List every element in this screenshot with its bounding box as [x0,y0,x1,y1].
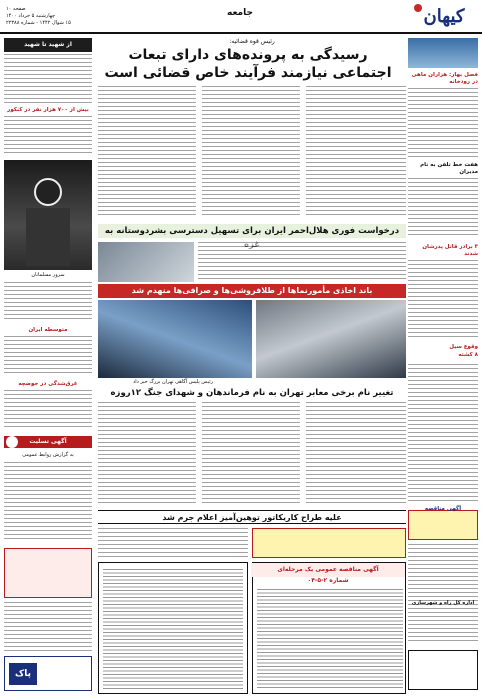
ad-text-right [257,589,403,689]
sub-text-col-2 [202,402,300,506]
page-number: صفحه ۱۰ [6,6,26,12]
left-text-block-1 [4,54,92,104]
left-ad-head: آگهی تسلیت [4,436,92,448]
date-line: چهارشنبه ۵ خرداد ۱۴۰۰ [6,13,56,19]
person-icon [34,178,62,206]
bottom-text [98,528,248,558]
seized-items-photo [256,300,406,378]
photo-caption: رئیس پلیس آگاهی تهران بزرگ خبر داد [132,379,213,385]
issue-line: ۱۵ شوال ۱۴۴۲ - شماره ۲۲۳۸۸ [6,20,71,26]
left-text-block-3 [4,282,92,322]
right-column [408,38,478,693]
person-body-icon [26,208,70,266]
left-bottom-ad[interactable] [4,656,92,691]
yellow-notice[interactable] [252,528,406,558]
right-text-block-5 [408,544,478,644]
newspaper-logo[interactable]: کیهان [423,6,465,27]
logo-dot-icon [414,4,422,12]
right-headline-3[interactable]: ۳ برادر قاتل پدرشان شدند [422,244,478,257]
right-headline-1[interactable]: فصل بهار: هزاران ماهی در رودخانه [411,72,478,85]
date-block [6,6,106,27]
left-box-head: از شهید تا شهید [4,38,92,52]
right-text-block-1 [408,88,478,158]
left-text-block-5 [4,390,92,430]
sub-text-col-3 [306,402,406,506]
main-text-col-3 [306,86,406,218]
left-text-block-7 [4,602,92,652]
red-crescent-icon [6,436,18,448]
main-text-col-1 [98,86,196,218]
ad-notice-4: اداره کل راه و شهرسازی [411,600,475,606]
ad-text-left [103,569,243,689]
right-headline-5: ۸ کشته [458,352,478,358]
left-ad-line: به گزارش روابط عمومی [22,452,74,458]
suspects-photo [98,300,252,378]
left-item-3[interactable]: غرق‌شدگی در حوضچه [18,381,78,387]
leader-photo [4,160,92,270]
left-text-block-6 [4,462,92,542]
red-headline[interactable]: باند اخاذی مأمورنماها از طلافروشی‌ها و صرافی‌ها منهدم شد [98,284,406,298]
green-headline[interactable]: درخواست فوری هلال‌احمر ایران برای تسهیل دسترسی بشردوستانه به [98,224,406,238]
leader-caption: سرور مسلمانان [31,272,65,278]
main-headline[interactable]: رسیدگی به پرونده‌های دارای تبعات اجتماعی نیازمند فرآیند خاص قضائی است [104,47,392,81]
right-headline-2[interactable]: هفت خط تلفن به نام مدیران [420,162,478,175]
ad-box-left[interactable] [98,562,248,694]
bottom-headline[interactable]: علیه طراح کاریکاتور توهین‌آمیز اعلام جرم شد [98,510,406,524]
right-text-block-3 [408,260,478,340]
section-title: جامعه [227,8,253,18]
ad-notice-2: شماره ۲-۵-۰۴ [307,577,349,584]
sub-text-col-1 [98,402,196,506]
masthead [0,0,482,34]
right-photo [408,38,478,68]
green-photo [98,242,194,282]
left-red-notice[interactable] [4,548,92,598]
left-text-block-4 [4,336,92,376]
right-bottom-ad[interactable] [408,650,478,690]
main-kicker: رئیس قوه قضائیه: [229,38,275,45]
sub-headline[interactable]: تغییر نام برخی معابر تهران به نام فرماندهان و شهدای جنگ ۱۲روزه [110,388,394,398]
ad-notice-1: آگهی مناقصه عمومی یک مرحله‌ای [251,563,405,577]
left-column [4,38,92,693]
right-text-block-2 [408,178,478,238]
ad-notice-3: آگهی مناقصه [424,506,462,512]
left-text-block-2 [4,116,92,156]
ad-box-right[interactable] [252,562,406,694]
left-item-1[interactable]: بیش از ۷۰۰ هزار نفر در کنکور [7,107,89,113]
pak-logo: پاک [9,663,37,685]
right-headline-4[interactable]: وقوع سیل [449,344,478,350]
main-text-col-2 [202,86,300,218]
photo-pair [98,300,406,378]
right-text-block-4 [408,364,478,504]
green-text [198,242,406,280]
left-item-2[interactable]: متوسطه ایران [28,327,68,333]
